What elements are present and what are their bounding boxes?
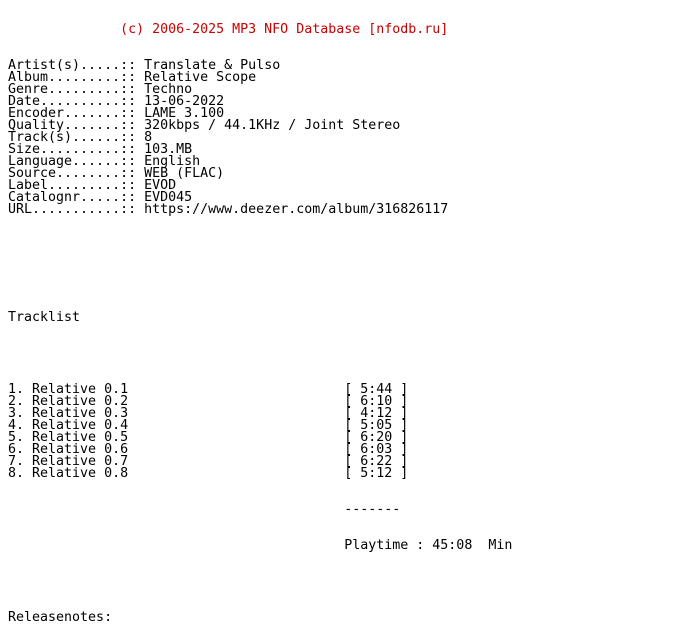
tracklist-title: Tracklist — [8, 310, 81, 325]
info-label: Album.........:: — [8, 70, 137, 85]
info-label: Quality.......:: — [8, 118, 137, 133]
track-time: [ 6:20 ] — [344, 430, 409, 445]
info-block — [8, 60, 512, 216]
info-label: Date..........:: — [8, 94, 137, 109]
blank-line — [8, 576, 512, 588]
track-title: 1. Relative 0.1 — [8, 382, 129, 397]
info-value: LAME 3.100 — [144, 106, 225, 121]
info-value: 13-06-2022 — [144, 94, 225, 109]
blank-line — [8, 276, 512, 288]
info-value: Translate & Pulso — [144, 58, 281, 73]
info-row — [8, 204, 512, 216]
track-title: 8. Relative 0.8 — [8, 466, 129, 481]
track-padding — [128, 466, 344, 481]
info-label: Track(s)......:: — [8, 130, 137, 145]
tracklist — [8, 384, 512, 480]
info-value: 8 — [144, 130, 153, 145]
track-time: [ 5:12 ] — [344, 466, 409, 481]
info-label: Source........:: — [8, 166, 137, 181]
nfo-document — [8, 0, 512, 636]
blank-line — [8, 240, 512, 252]
info-value: Relative Scope — [144, 70, 257, 85]
releasenotes-title: Releasenotes: — [8, 610, 113, 625]
track-title: 3. Relative 0.3 — [8, 406, 129, 421]
info-label: Language......:: — [8, 154, 137, 169]
playtime-line — [8, 540, 512, 552]
track-time: [ 6:22 ] — [344, 454, 409, 469]
info-value: https://www.deezer.com/album/316826117 — [144, 202, 449, 217]
track-row — [8, 468, 512, 480]
info-value: English — [144, 154, 201, 169]
track-title: 6. Relative 0.6 — [8, 442, 129, 457]
track-title: 7. Relative 0.7 — [8, 454, 129, 469]
track-title: 4. Relative 0.4 — [8, 418, 129, 433]
track-time: [ 6:10 ] — [344, 394, 409, 409]
playtime: Playtime : 45:08 Min — [344, 538, 513, 553]
track-time: [ 5:44 ] — [344, 382, 409, 397]
track-time: [ 5:05 ] — [344, 418, 409, 433]
info-label: Genre.........:: — [8, 82, 137, 97]
separator-line — [8, 504, 512, 516]
info-value: EVOD — [144, 178, 177, 193]
separator-padding — [8, 502, 344, 517]
track-time: [ 6:03 ] — [344, 442, 409, 457]
info-value: EVD045 — [144, 190, 193, 205]
info-value: Techno — [144, 82, 193, 97]
blank-line — [8, 348, 512, 360]
track-time: [ 4:12 ] — [344, 406, 409, 421]
info-value: 320kbps / 44.1KHz / Joint Stereo — [144, 118, 401, 133]
info-label: Label.........:: — [8, 178, 137, 193]
info-label: Encoder.......:: — [8, 106, 137, 121]
track-title: 2. Relative 0.2 — [8, 394, 129, 409]
separator: ------- — [344, 502, 401, 517]
info-spacer — [136, 202, 144, 217]
info-label: Artist(s).....:: — [8, 58, 137, 73]
info-label: URL...........:: — [8, 202, 137, 217]
info-label: Catalognr.....:: — [8, 190, 137, 205]
info-value: WEB (FLAC) — [144, 166, 225, 181]
info-label: Size..........:: — [8, 142, 137, 157]
playtime-padding — [8, 538, 344, 553]
track-title: 5. Relative 0.5 — [8, 430, 129, 445]
info-value: 103.MB — [144, 142, 193, 157]
nfodb-header: (c) 2006-2025 MP3 NFO Database [nfodb.ru] — [8, 22, 449, 37]
